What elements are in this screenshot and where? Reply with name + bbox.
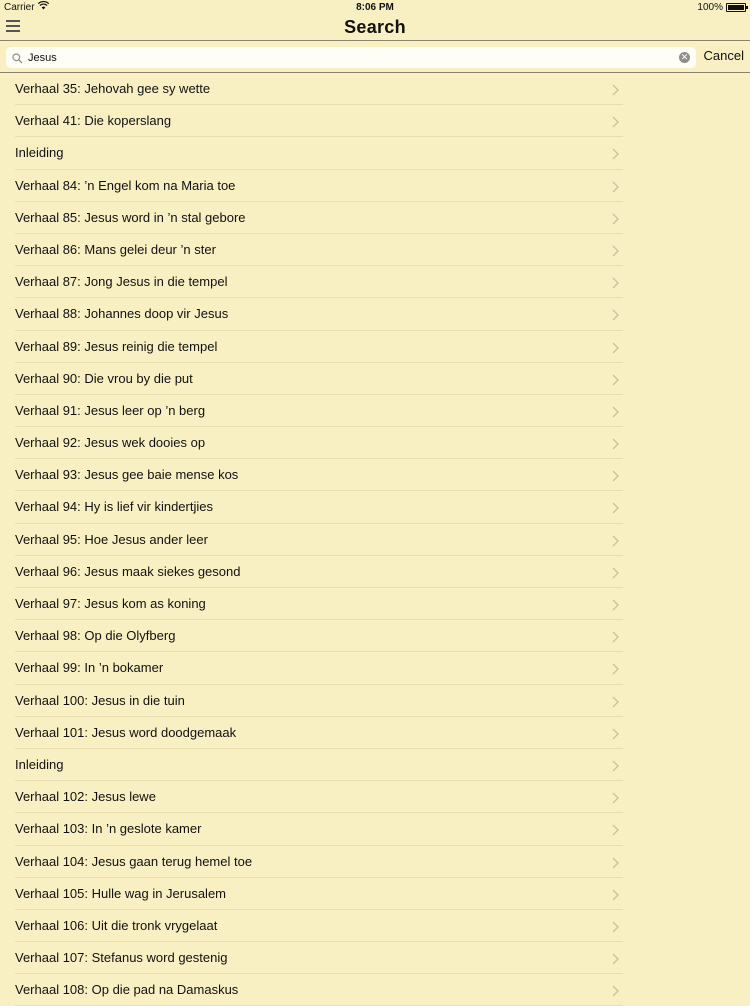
list-item[interactable] xyxy=(0,137,750,169)
chevron-right-icon xyxy=(612,566,619,584)
list-item[interactable] xyxy=(0,73,750,105)
list-item-label: Verhaal 103: In ’n geslote kamer xyxy=(15,821,202,837)
list-item[interactable] xyxy=(0,846,750,878)
list-item-label: Verhaal 97: Jesus kom as koning xyxy=(15,596,206,611)
chevron-right-icon xyxy=(612,276,619,294)
chevron-right-icon xyxy=(612,888,619,906)
list-item-label: Verhaal 101: Jesus word doodgemaak xyxy=(15,724,237,740)
cancel-button[interactable]: Cancel xyxy=(703,48,744,63)
list-item-label: Inleiding xyxy=(15,145,64,161)
list-item[interactable] xyxy=(0,491,750,523)
list-item-label: Verhaal 95: Hoe Jesus ander leer xyxy=(15,531,208,547)
chevron-right-icon xyxy=(612,212,619,230)
page-title: Search xyxy=(344,17,406,37)
list-item[interactable] xyxy=(0,942,750,974)
chevron-right-icon xyxy=(612,534,619,552)
chevron-right-icon xyxy=(612,695,619,713)
list-item[interactable] xyxy=(0,524,750,556)
carrier-label: Carrier xyxy=(4,2,35,13)
list-item[interactable] xyxy=(0,685,750,717)
status-bar xyxy=(0,0,750,14)
chevron-right-icon xyxy=(612,920,619,938)
list-item-label: Verhaal 41: Die koperslang xyxy=(15,113,172,129)
list-item[interactable] xyxy=(0,974,750,1006)
chevron-right-icon xyxy=(612,405,619,423)
list-item-label: Verhaal 98: Op die Olyfberg xyxy=(15,628,176,644)
chevron-right-icon xyxy=(612,630,619,648)
list-item[interactable] xyxy=(0,910,750,942)
list-item-label: Inleiding xyxy=(15,756,64,772)
search-input[interactable] xyxy=(28,49,668,66)
clear-circle-icon[interactable]: ✕ xyxy=(680,52,689,62)
list-item[interactable] xyxy=(0,202,750,234)
list-item[interactable] xyxy=(0,298,750,330)
navigation-bar xyxy=(0,14,750,40)
chevron-right-icon xyxy=(612,856,619,874)
list-item-label: Verhaal 35: Jehovah gee sy wette xyxy=(15,81,211,96)
list-item-label: Verhaal 84: ’n Engel kom na Maria toe xyxy=(15,177,236,193)
chevron-right-icon xyxy=(612,727,619,745)
magnifier-icon xyxy=(12,51,23,69)
chevron-right-icon xyxy=(612,83,619,101)
chevron-right-icon xyxy=(612,823,619,841)
list-item-label: Verhaal 90: Die vrou by die put xyxy=(15,370,193,386)
list-item-label: Verhaal 87: Jong Jesus in die tempel xyxy=(15,274,228,290)
list-item[interactable] xyxy=(0,170,750,202)
chevron-right-icon xyxy=(612,180,619,198)
header-divider xyxy=(0,40,750,41)
list-item[interactable] xyxy=(0,105,750,137)
list-item[interactable] xyxy=(0,749,750,781)
list-item-label: Verhaal 102: Jesus lewe xyxy=(15,789,156,805)
list-item[interactable] xyxy=(0,878,750,910)
list-item-label: Verhaal 106: Uit die tronk vrygelaat xyxy=(15,917,218,933)
battery-percent: 100% xyxy=(697,2,723,13)
list-item[interactable] xyxy=(0,266,750,298)
chevron-right-icon xyxy=(612,373,619,391)
list-item[interactable] xyxy=(0,652,750,684)
list-item-label: Verhaal 96: Jesus maak siekes gesond xyxy=(15,563,241,579)
chevron-right-icon xyxy=(612,437,619,455)
chevron-right-icon xyxy=(612,501,619,519)
list-item[interactable] xyxy=(0,813,750,845)
list-item[interactable] xyxy=(0,781,750,813)
list-item-label: Verhaal 91: Jesus leer op ’n berg xyxy=(15,402,206,418)
list-item[interactable] xyxy=(0,717,750,749)
list-item[interactable] xyxy=(0,363,750,395)
list-item[interactable] xyxy=(0,331,750,363)
status-time: 8:06 PM xyxy=(356,2,394,13)
battery-icon xyxy=(726,3,746,12)
list-item-label: Verhaal 107: Stefanus word gestenig xyxy=(15,950,228,966)
list-item-label: Verhaal 99: In ’n bokamer xyxy=(15,660,164,676)
list-item-label: Verhaal 104: Jesus gaan terug hemel toe xyxy=(15,853,253,869)
list-item[interactable] xyxy=(0,620,750,652)
chevron-right-icon xyxy=(612,341,619,359)
list-item[interactable] xyxy=(0,556,750,588)
chevron-right-icon xyxy=(612,115,619,133)
list-item-label: Verhaal 85: Jesus word in ’n stal gebore xyxy=(15,209,246,225)
chevron-right-icon xyxy=(612,662,619,680)
chevron-right-icon xyxy=(612,791,619,809)
list-item[interactable] xyxy=(0,588,750,620)
list-item-label: Verhaal 92: Jesus wek dooies op xyxy=(15,435,206,451)
chevron-right-icon xyxy=(612,469,619,487)
chevron-right-icon xyxy=(612,244,619,262)
list-item-label: Verhaal 86: Mans gelei deur ’n ster xyxy=(15,241,216,257)
chevron-right-icon xyxy=(612,308,619,326)
battery-indicator xyxy=(697,2,746,13)
chevron-right-icon xyxy=(612,598,619,616)
list-item-label: Verhaal 93: Jesus gee baie mense kos xyxy=(15,467,239,483)
list-item[interactable] xyxy=(0,234,750,266)
list-item[interactable] xyxy=(0,427,750,459)
chevron-right-icon xyxy=(612,952,619,970)
list-item-label: Verhaal 105: Hulle wag in Jerusalem xyxy=(15,885,227,901)
list-item[interactable] xyxy=(0,395,750,427)
list-item[interactable] xyxy=(0,459,750,491)
list-item-label: Verhaal 89: Jesus reinig die tempel xyxy=(15,338,218,354)
result-list xyxy=(0,73,750,1006)
search-field[interactable] xyxy=(6,47,696,68)
chevron-right-icon xyxy=(612,759,619,777)
list-item-label: Verhaal 108: Op die pad na Damaskus xyxy=(15,982,239,998)
search-bar xyxy=(0,42,750,72)
list-item-label: Verhaal 88: Johannes doop vir Jesus xyxy=(15,306,229,322)
chevron-right-icon xyxy=(612,147,619,165)
list-item-label: Verhaal 100: Jesus in die tuin xyxy=(15,692,185,708)
list-item-label: Verhaal 94: Hy is lief vir kindertjies xyxy=(15,499,213,515)
